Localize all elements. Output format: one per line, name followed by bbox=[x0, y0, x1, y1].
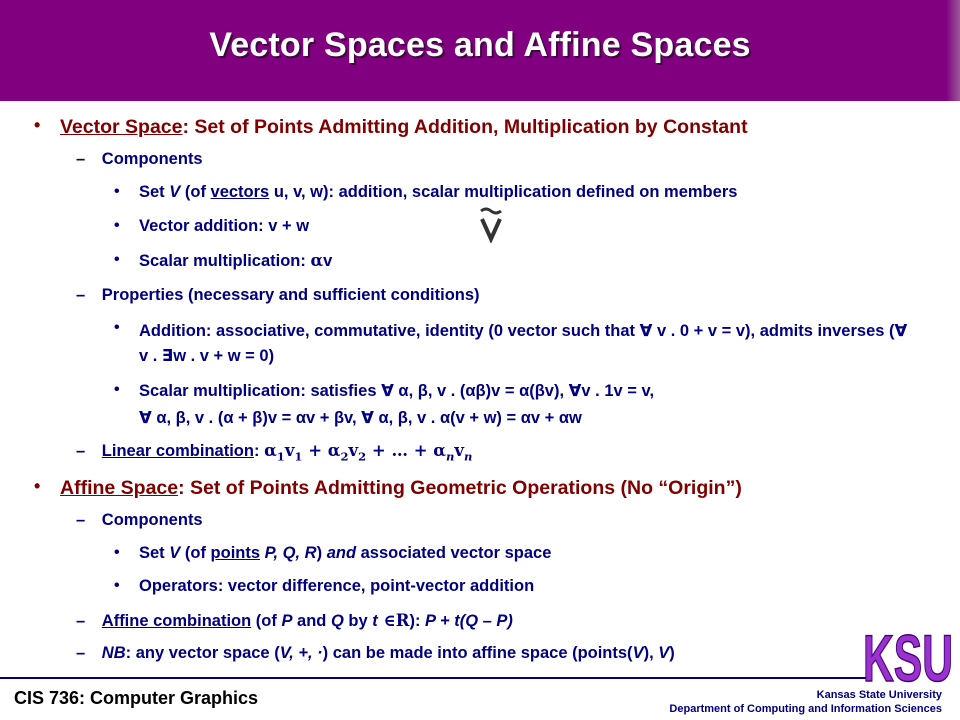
vector-space-term: Vector Space bbox=[60, 116, 183, 138]
vs-vector-addition: Vector addition: v + w bbox=[139, 217, 310, 235]
text-span: vectors bbox=[210, 183, 270, 201]
footer-divider bbox=[0, 677, 868, 679]
text-span: V bbox=[169, 544, 181, 562]
as-set-item bbox=[139, 544, 551, 563]
text-span: Q bbox=[330, 612, 344, 630]
vs-prop-addition: Addition: associative, commutative, identity (0 vector such that ∀ v . 0 + v = v), admits inverses (∀ v . ∃w . v + w = 0) bbox=[139, 322, 908, 365]
dash-marker: – bbox=[76, 442, 86, 460]
vs-prop-scalar-line1: Scalar multiplication: satisfies ∀ α, β, v . (αβ)v = α(βv), ∀v . 1v = v, bbox=[139, 382, 655, 400]
text-span: and bbox=[292, 612, 331, 630]
text-span: u, v, w): addition, scalar multiplication defined on members bbox=[269, 183, 738, 201]
text-span: by bbox=[343, 612, 373, 630]
ksu-logo bbox=[860, 625, 956, 687]
text-span: points bbox=[210, 544, 261, 562]
vs-components-item bbox=[76, 150, 203, 169]
bullet-icon: • bbox=[114, 183, 120, 200]
vs-scalar-multiplication bbox=[139, 251, 332, 271]
slide-title: Vector Spaces and Affine Spaces bbox=[209, 26, 751, 64]
bullet-icon: • bbox=[114, 251, 120, 268]
text-span: ) can be made into affine space (points( bbox=[322, 644, 633, 662]
university-name: Kansas State University bbox=[816, 689, 942, 701]
text-span: : bbox=[253, 442, 265, 460]
department-name: Department of Computing and Information Sciences bbox=[669, 703, 942, 715]
footer-affiliation bbox=[669, 688, 942, 716]
affine-space-definition: : Set of Points Admitting Geometric Operations (No “Origin”) bbox=[178, 477, 742, 499]
text-span: ), bbox=[643, 644, 659, 662]
text-span: (of bbox=[251, 612, 282, 630]
text-span: Set bbox=[139, 183, 170, 201]
dash-marker: – bbox=[76, 612, 86, 630]
text-span: V, +, · bbox=[279, 644, 323, 662]
bullet-icon: • bbox=[114, 381, 120, 398]
bullet-icon: • bbox=[114, 217, 120, 234]
text-span: ): bbox=[409, 612, 426, 630]
vector-space-definition: : Set of Points Admitting Addition, Multiplication by Constant bbox=[182, 116, 748, 138]
vs-properties-item bbox=[76, 286, 480, 305]
text-span: Scalar multiplication: bbox=[139, 252, 311, 270]
dash-marker: – bbox=[76, 150, 86, 168]
vs-linear-combination bbox=[76, 441, 473, 464]
text-span: P bbox=[281, 612, 293, 630]
alpha-symbol: α bbox=[310, 251, 324, 270]
text-span: v bbox=[323, 252, 333, 270]
as-nb-note bbox=[76, 644, 675, 663]
text-span: ) bbox=[669, 644, 675, 662]
bullet-icon: • bbox=[114, 319, 120, 336]
element-of-symbol: ∈ bbox=[377, 611, 396, 630]
bullet-icon: • bbox=[34, 115, 41, 135]
bullet-icon: • bbox=[34, 476, 41, 496]
dash-marker: – bbox=[76, 511, 86, 529]
bullet-icon: • bbox=[114, 544, 120, 561]
ksu-logo-text: KSU bbox=[863, 625, 953, 687]
vs-components-label: Components bbox=[101, 150, 203, 168]
affine-formula: P + t(Q – P) bbox=[425, 612, 513, 630]
text-span: V bbox=[632, 644, 644, 662]
v-hat-icon bbox=[476, 205, 506, 243]
dash-marker: – bbox=[76, 286, 86, 304]
nb-term: NB bbox=[101, 644, 126, 662]
vs-properties-label: Properties (necessary and sufficient conditions) bbox=[101, 286, 480, 304]
course-title: CIS 736: Computer Graphics bbox=[14, 688, 259, 708]
as-components-item bbox=[76, 511, 203, 530]
as-affine-combination bbox=[76, 611, 513, 631]
vector-space-heading bbox=[60, 116, 748, 139]
bullet-icon: • bbox=[114, 577, 120, 594]
text-span: V bbox=[658, 644, 670, 662]
text-span: t bbox=[372, 612, 378, 630]
text-span: : any vector space ( bbox=[125, 644, 280, 662]
affine-space-term: Affine Space bbox=[60, 477, 179, 499]
text-span: and bbox=[326, 544, 357, 562]
affine-combination-term: Affine combination bbox=[101, 612, 252, 630]
vs-set-item bbox=[139, 183, 737, 202]
dash-marker: – bbox=[76, 644, 86, 662]
text-span: associated vector space bbox=[356, 544, 552, 562]
text-span: (of bbox=[180, 544, 211, 562]
text-span: Set bbox=[139, 544, 170, 562]
reals-symbol: R bbox=[395, 611, 410, 630]
linear-combination-formula: $\alpha_1v_1 + \alpha_2v_2$ + … + $\alpha_nv_n$ bbox=[264, 441, 473, 464]
text-span: ) bbox=[316, 544, 327, 562]
as-components-label: Components bbox=[101, 511, 203, 529]
text-span: (of bbox=[180, 183, 211, 201]
text-span: V bbox=[169, 183, 181, 201]
text-span: P, Q, R bbox=[264, 544, 317, 562]
linear-combination-term: Linear combination bbox=[101, 442, 254, 460]
vs-prop-scalar-line2: ∀ α, β, v . (α + β)v = αv + βv, ∀ α, β, v . α(v + w) = αv + αw bbox=[139, 409, 582, 427]
as-operators: Operators: vector difference, point-vector addition bbox=[139, 577, 535, 595]
affine-space-heading bbox=[60, 477, 742, 500]
